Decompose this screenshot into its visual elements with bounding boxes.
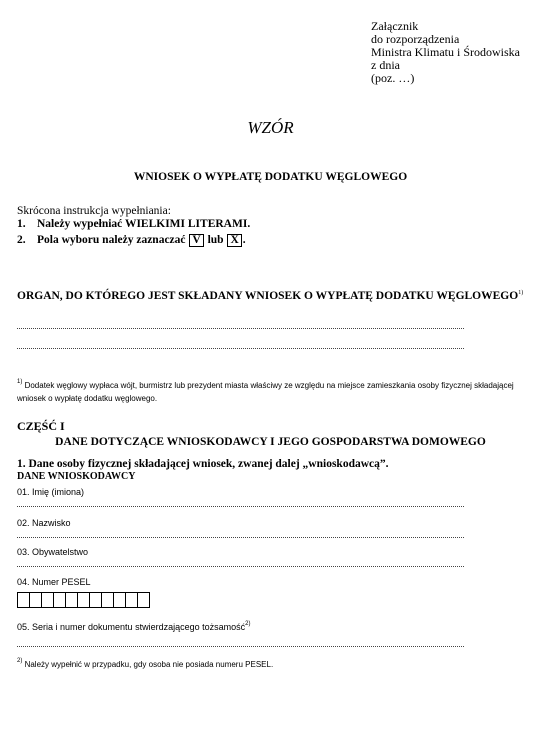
part-label: CZĘŚĆ I: [17, 419, 65, 433]
field-label-text: 05. Seria i numer dokumentu stwierdzającego tożsamość: [17, 622, 246, 632]
field-label-first-name: 01. Imię (imiona): [17, 487, 85, 497]
first-name-input[interactable]: [17, 504, 464, 507]
field-label-citizenship: 03. Obywatelstwo: [17, 547, 89, 557]
instruction-or: lub: [207, 234, 224, 246]
field-label-id-document: [17, 621, 250, 632]
footnote-1: [17, 376, 541, 405]
organ-label: [17, 290, 523, 302]
instructions: [17, 205, 250, 247]
subsection-heading: DANE WNIOSKODAWCY: [17, 471, 136, 482]
section-1-heading: 1. Dane osoby fizycznej składającej wniosek, zwanej dalej „wnioskodawcą”.: [17, 458, 389, 470]
attachment-line: Załącznik: [371, 19, 419, 33]
organ-label-text: ORGAN, DO KTÓREGO JEST SKŁADANY WNIOSEK O WYPŁATĘ DODATKU WĘGLOWEGO: [17, 290, 519, 302]
footnote-ref: 1): [518, 290, 524, 296]
citizenship-input[interactable]: [17, 564, 464, 567]
pesel-digit-box[interactable]: [137, 592, 150, 608]
instruction-item-1: [17, 218, 250, 231]
attachment-line: (poz. …): [371, 71, 415, 85]
instruction-number: 2.: [17, 234, 26, 246]
attachment-line: z dnia: [371, 58, 400, 72]
document-title: WNIOSEK O WYPŁATĘ DODATKU WĘGLOWEGO: [133, 171, 408, 183]
instruction-item-2: [17, 234, 250, 247]
instruction-end: .: [242, 234, 246, 246]
field-label-last-name: 02. Nazwisko: [17, 518, 71, 528]
organ-line-1-input[interactable]: [17, 326, 464, 329]
attachment-header: [371, 20, 520, 85]
pesel-input[interactable]: [17, 592, 149, 608]
id-document-input[interactable]: [17, 644, 464, 647]
checkbox-x-example: X: [227, 234, 241, 247]
attachment-line: Ministra Klimatu i Środowiska: [371, 45, 520, 59]
last-name-input[interactable]: [17, 535, 464, 538]
field-label-pesel: 04. Numer PESEL: [17, 577, 91, 587]
instructions-header: Skrócona instrukcja wypełniania:: [17, 205, 171, 217]
instruction-text: Pola wyboru należy zaznaczać: [37, 234, 186, 246]
footnote-text: Dodatek węglowy wypłaca wójt, burmistrz lub prezydent miasta właściwy ze względu na miejsce zamieszkania osoby fizycznej składającej wniosek o wypłatę dodatku węglowego.: [17, 381, 514, 403]
footnote-mark: 2): [17, 658, 23, 664]
organ-line-2-input[interactable]: [17, 346, 464, 349]
checkbox-v-example: V: [189, 234, 203, 247]
part-title: DANE DOTYCZĄCE WNIOSKODAWCY I JEGO GOSPODARSTWA DOMOWEGO: [55, 436, 486, 448]
footnote-ref: 2): [245, 621, 251, 627]
footnote-text: Należy wypełnić w przypadku, gdy osoba nie posiada numeru PESEL.: [24, 660, 274, 669]
footnote-2: [17, 655, 541, 671]
attachment-line: do rozporządzenia: [371, 32, 460, 46]
template-heading: WZÓR: [247, 118, 294, 137]
instruction-text: Należy wypełniać WIELKIMI LITERAMI.: [37, 218, 251, 230]
instruction-number: 1.: [17, 218, 26, 230]
footnote-mark: 1): [17, 379, 23, 385]
